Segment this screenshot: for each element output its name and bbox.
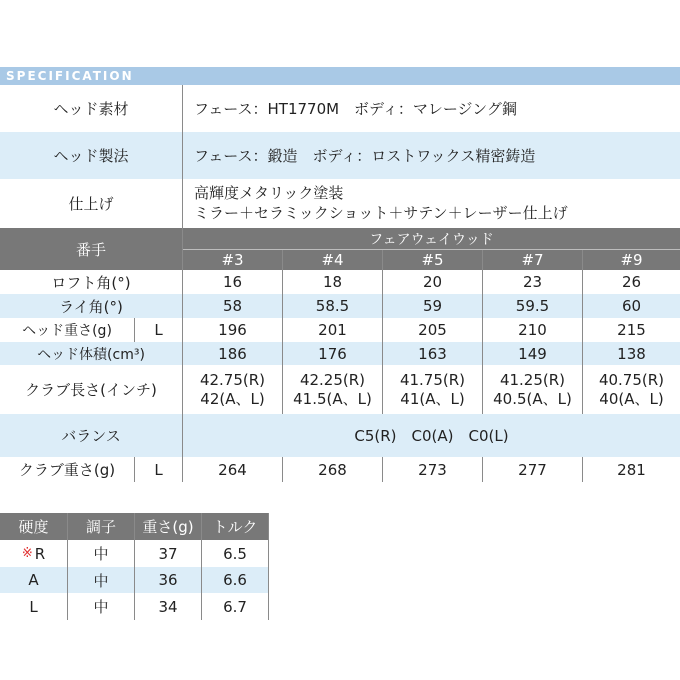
finish-line-1: 高輝度メタリック塗装 [194,184,344,202]
manufacturing-label: ヘッド製法 [53,147,129,165]
shaft-torque: 6.7 [223,597,247,616]
head-volume-label: ヘッド体積(cm³) [37,346,145,363]
club-weight-value: 277 [518,460,547,479]
club-length-cell [183,365,282,414]
club-length-r: 41.75(R) [399,370,466,389]
head-weight-value: 196 [218,321,247,339]
head-material-label: ヘッド素材 [53,100,129,118]
balance-label: バランス [61,427,121,445]
shaft-kick: 中 [93,571,109,590]
note-mark: ※ [21,546,33,561]
loft-value: 16 [222,273,243,291]
club-length-al: 40(A、L) [599,389,664,408]
lie-value: 60 [621,297,642,315]
club-length-al: 42(A、L) [200,389,265,408]
section-title: SPECIFICATION [6,69,134,83]
head-volume-value: 149 [518,344,547,363]
lie-value: 59 [422,297,443,315]
shaft-torque: 6.5 [223,544,247,563]
club-header-3: #3 [221,250,244,269]
shaft-torque: 6.6 [223,571,247,589]
shaft-weight: 36 [158,571,178,589]
head-weight-value: 201 [318,321,347,339]
head-weight-value: 215 [617,321,646,339]
head-volume-value: 176 [318,344,347,363]
club-weight-value: 281 [617,460,646,479]
shaft-weight: 34 [158,597,178,616]
shaft-flex-cell [0,540,67,567]
shaft-kick: 中 [93,545,109,563]
club-length-cell [383,365,482,414]
loft-value: 26 [621,273,642,291]
finish-line-2: ミラー＋セラミックショット＋サテン＋レーザー仕上げ [194,204,568,222]
number-label: 番手 [75,240,106,259]
shaft-flex: A [28,571,39,589]
club-weight-value: 264 [218,460,247,479]
club-length-cell [283,365,382,414]
club-weight-flex: L [154,460,163,479]
club-weight-value: 268 [318,460,347,479]
head-material-value: フェース：HT1770M ボディ：マレージング鋼 [194,100,517,118]
shaft-weight: 37 [158,544,178,563]
lie-value: 58 [222,297,243,315]
club-length-cell [583,365,680,414]
lie-label: ライ角(°) [59,297,123,316]
head-weight-flex: L [154,321,163,339]
shaft-flex: L [29,597,38,616]
club-length-r: 40.75(R) [598,370,665,389]
finish-value [194,183,674,223]
club-header-4: #4 [321,250,344,269]
balance-value: C5(R) C0(A) C0(L) [354,427,509,445]
club-header-9: #9 [620,250,643,269]
club-length-label: クラブ長さ(インチ) [25,381,157,399]
shaft-kick: 中 [93,598,109,616]
lie-value: 59.5 [515,297,550,315]
shaft-divider-4 [268,513,269,620]
club-length-r: 42.25(R) [299,370,366,389]
finish-label: 仕上げ [68,195,114,213]
club-length-r: 42.75(R) [199,370,266,389]
club-length-al: 41.5(A、L) [293,389,372,408]
club-length-r: 41.25(R) [499,370,566,389]
shaft-header-torque: トルク [212,518,258,536]
shaft-flex: R [34,544,46,563]
club-length-al: 40.5(A、L) [493,389,572,408]
head-weight-label: ヘッド重さ(g) [22,323,112,339]
head-volume-value: 138 [617,344,646,363]
category-label: フェアウェイウッド [369,231,494,248]
head-volume-value: 186 [218,344,247,363]
club-header-5: #5 [421,250,444,269]
club-length-al: 41(A、L) [400,389,465,408]
shaft-header-weight: 重さ(g) [142,518,194,536]
loft-value: 23 [522,273,543,291]
head-weight-value: 205 [418,321,447,339]
loft-value: 18 [322,273,343,291]
manufacturing-value: フェース：鍛造 ボディ：ロストワックス精密鋳造 [194,147,536,165]
club-weight-label: クラブ重さ(g) [18,461,116,479]
club-length-cell [483,365,582,414]
lie-value: 58.5 [315,297,350,315]
club-weight-value: 273 [418,460,447,479]
shaft-header-kick: 調子 [85,518,116,536]
loft-label: ロフト角(°) [51,273,131,292]
head-volume-value: 163 [418,344,447,363]
club-header-7: #7 [521,250,544,269]
head-weight-value: 210 [518,321,547,339]
shaft-header-flex: 硬度 [18,518,49,536]
loft-value: 20 [422,273,443,291]
